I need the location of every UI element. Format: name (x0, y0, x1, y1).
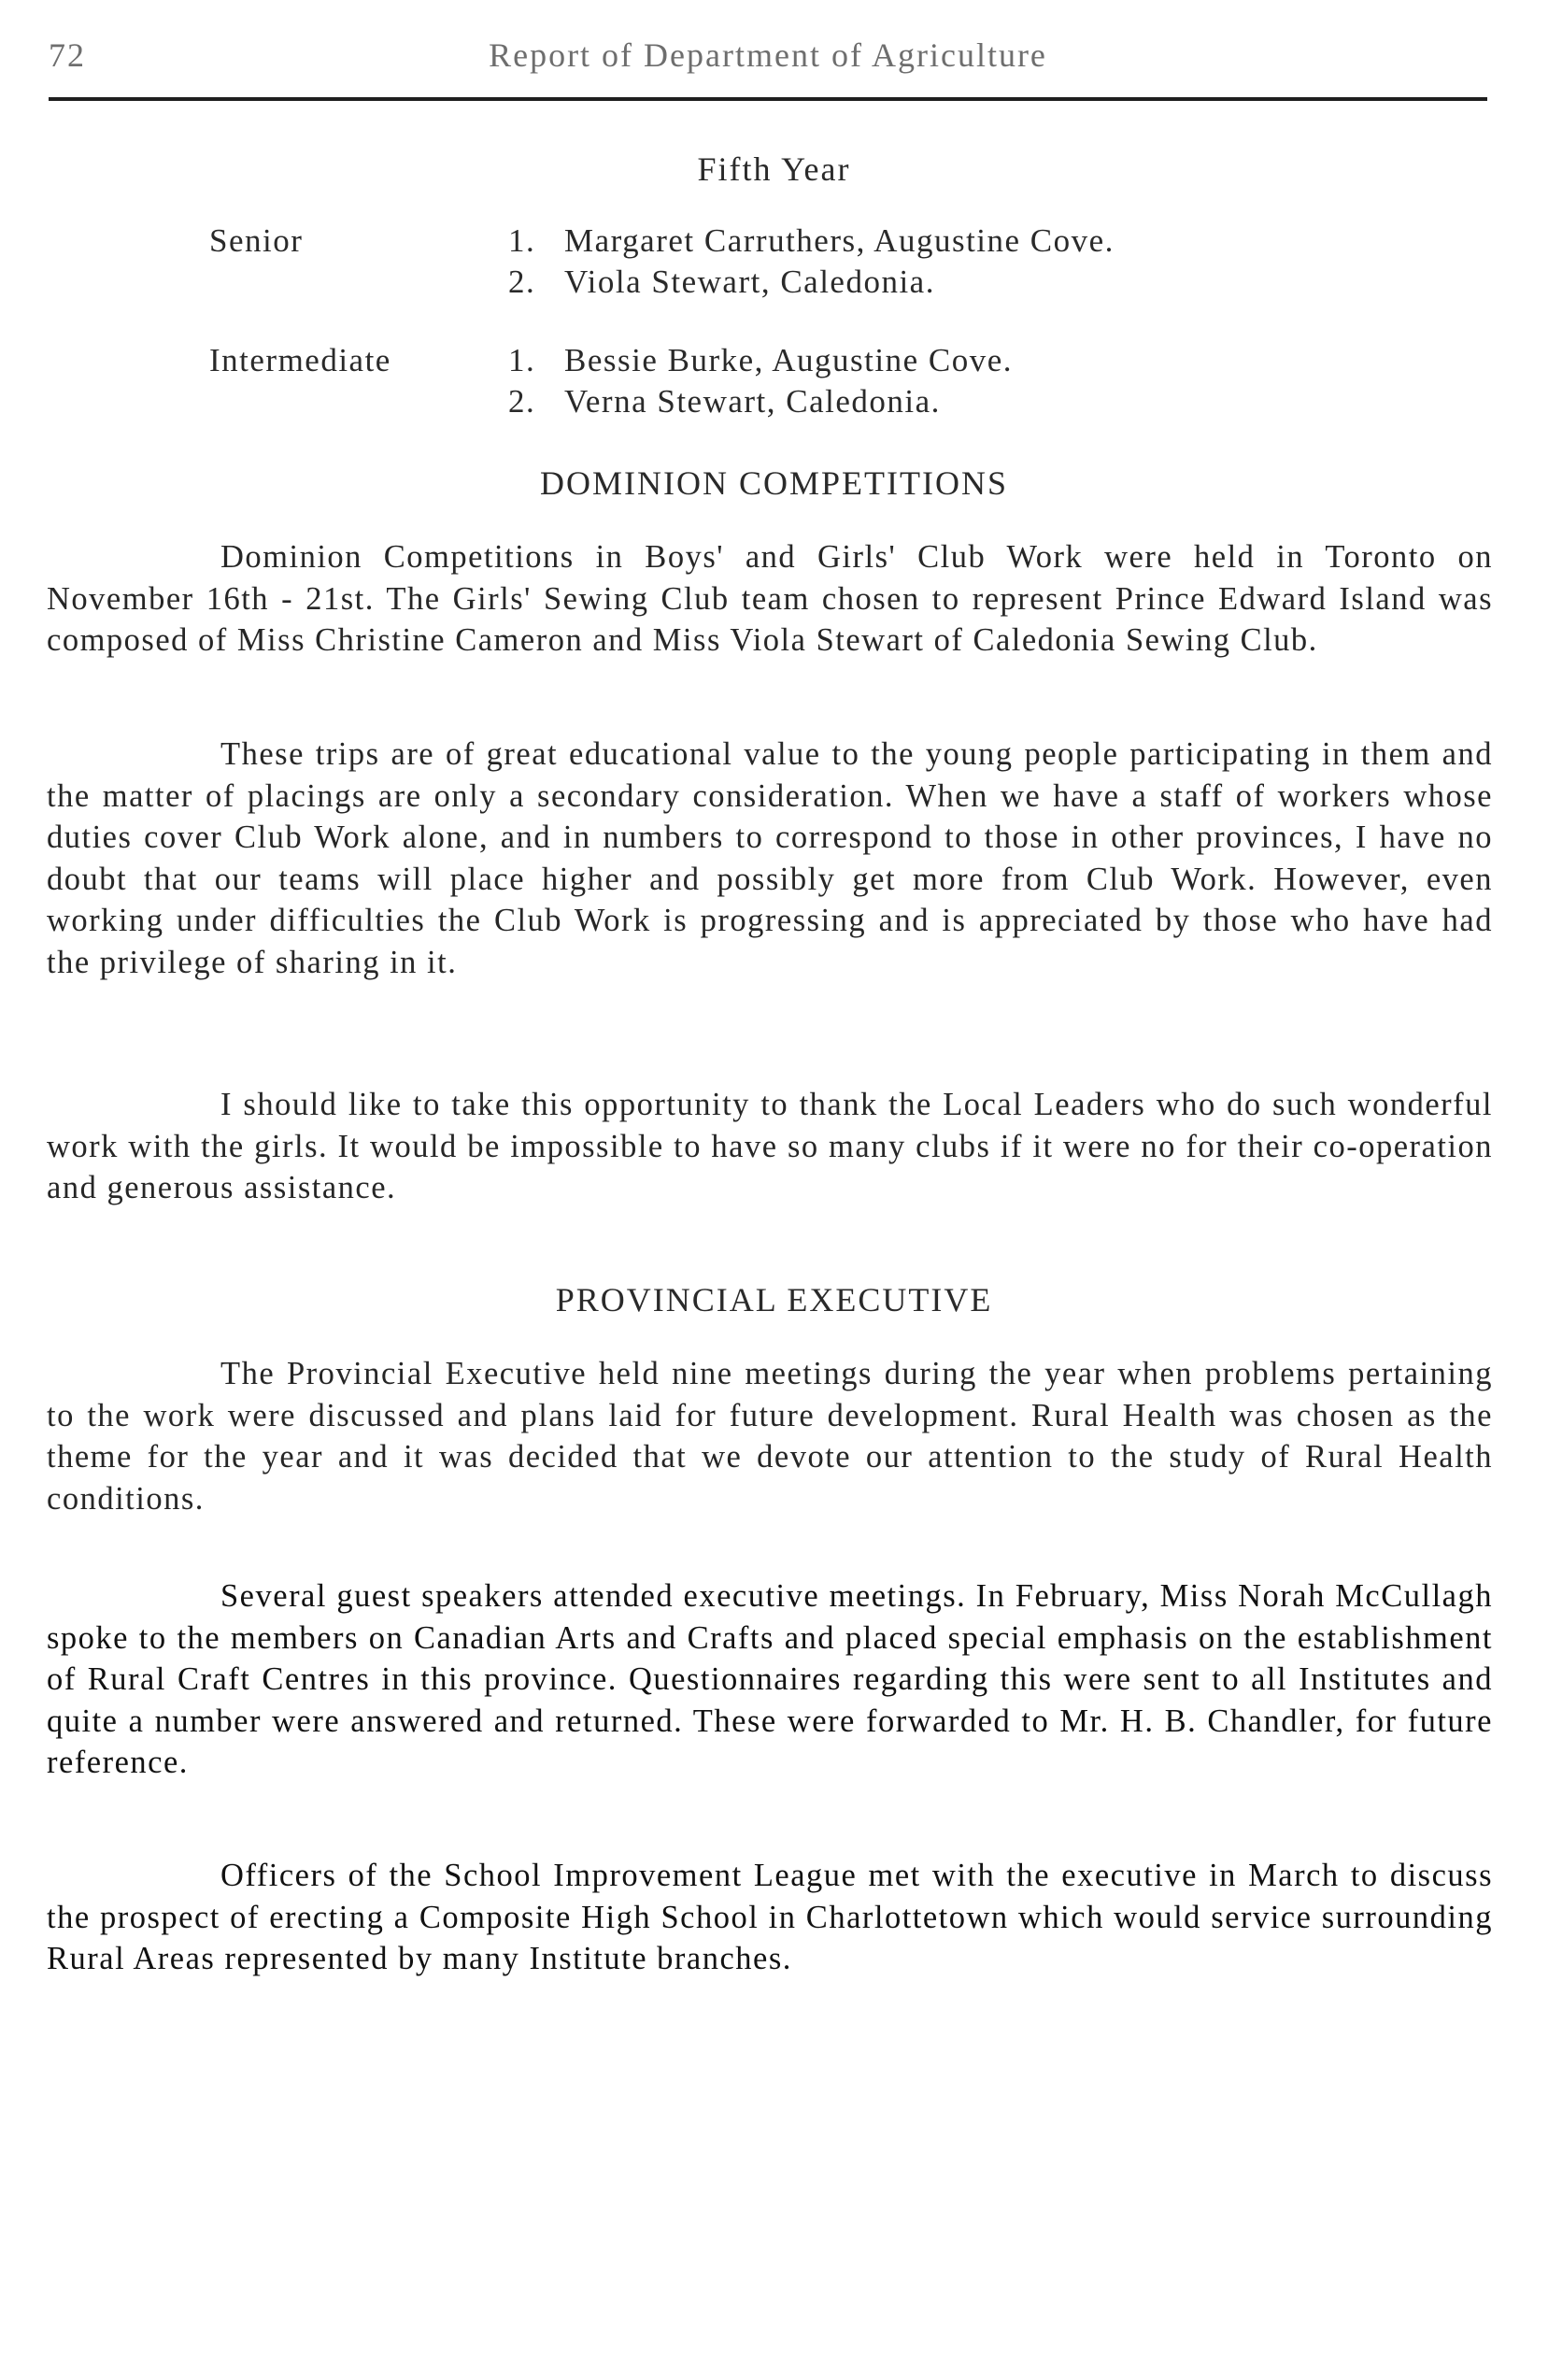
winner-rank: 2. (508, 383, 536, 420)
running-title: Report of Department of Agriculture (489, 36, 1047, 74)
winner-name: Viola Stewart, Caledonia. (564, 264, 935, 300)
fifth-year-heading: Fifth Year (697, 150, 851, 188)
winner-rank: 2. (508, 264, 536, 300)
dominion-heading: DOMINION COMPETITIONS (540, 464, 1008, 502)
provincial-heading: PROVINCIAL EXECUTIVE (555, 1281, 993, 1318)
page-header (49, 36, 1487, 92)
dominion-paragraph: I should like to take this opportunity to thank the Local Leaders who do such wonderful work with the girls. It would be impossible to have so many clubs if it were no for their co-operation and generous assistance. (47, 1087, 1493, 1205)
winner-entry (508, 222, 1115, 264)
winner-entry (508, 383, 941, 424)
provincial-paragraph: The Provincial Executive held nine meetings during the year when problems pertaining to the work were discussed and plans laid for future development. Rural Health was chosen as the theme for the year and it was decided that we devote our attention to the study of Rural Health conditions. (47, 1356, 1493, 1517)
provincial-paragraph: Several guest speakers attended executive meetings. In February, Miss Norah McCullagh spoke to the members on Canadian Arts and Crafts and placed special emphasis on the establishment of Rural Craft Centres in this province. Questionnaires regarding this were sent to all Institutes and quite a number were answered and returned. These were forwarded to Mr. H. B. Chandler, for future reference. (47, 1578, 1493, 1780)
dominion-paragraph: Dominion Competitions in Boys' and Girls' Club Work were held in Toronto on November 16th - 21st. The Girls' Sewing Club team chosen to represent Prince Edward Island was composed of Miss Christine Cameron and Miss Viola Stewart of Caledonia Sewing Club. (47, 539, 1493, 658)
category-label: Intermediate (209, 342, 391, 378)
category-label: Senior (209, 222, 304, 259)
header-rule (49, 97, 1487, 101)
senior-winners (209, 222, 1424, 316)
dominion-paragraph: These trips are of great educational value to the young people participating in them and the matter of placings are only a secondary consideration. When we have a staff of workers whose duties cover Club Work alone, and in numbers to correspond to those in other provinces, I have no doubt that our teams will place higher and possibly get more from Club Work. However, even working under difficulties the Club Work is progressing and is appreciated by those who have had the privilege of sharing in it. (47, 736, 1493, 980)
provincial-paragraph: Officers of the School Improvement League met with the executive in March to discuss the prospect of erecting a Composite High School in Charlottetown which would service surrounding Rural Areas represented by many Institute branches. (47, 1858, 1493, 1976)
page-number: 72 (49, 36, 86, 74)
winner-rank: 1. (508, 342, 536, 378)
winner-rank: 1. (508, 222, 536, 259)
winner-entry (508, 264, 935, 305)
winner-name: Margaret Carruthers, Augustine Cove. (564, 222, 1115, 259)
intermediate-winners (209, 342, 1424, 435)
winner-name: Verna Stewart, Caledonia. (564, 383, 941, 420)
winner-entry (508, 342, 1013, 383)
winner-name: Bessie Burke, Augustine Cove. (564, 342, 1013, 378)
